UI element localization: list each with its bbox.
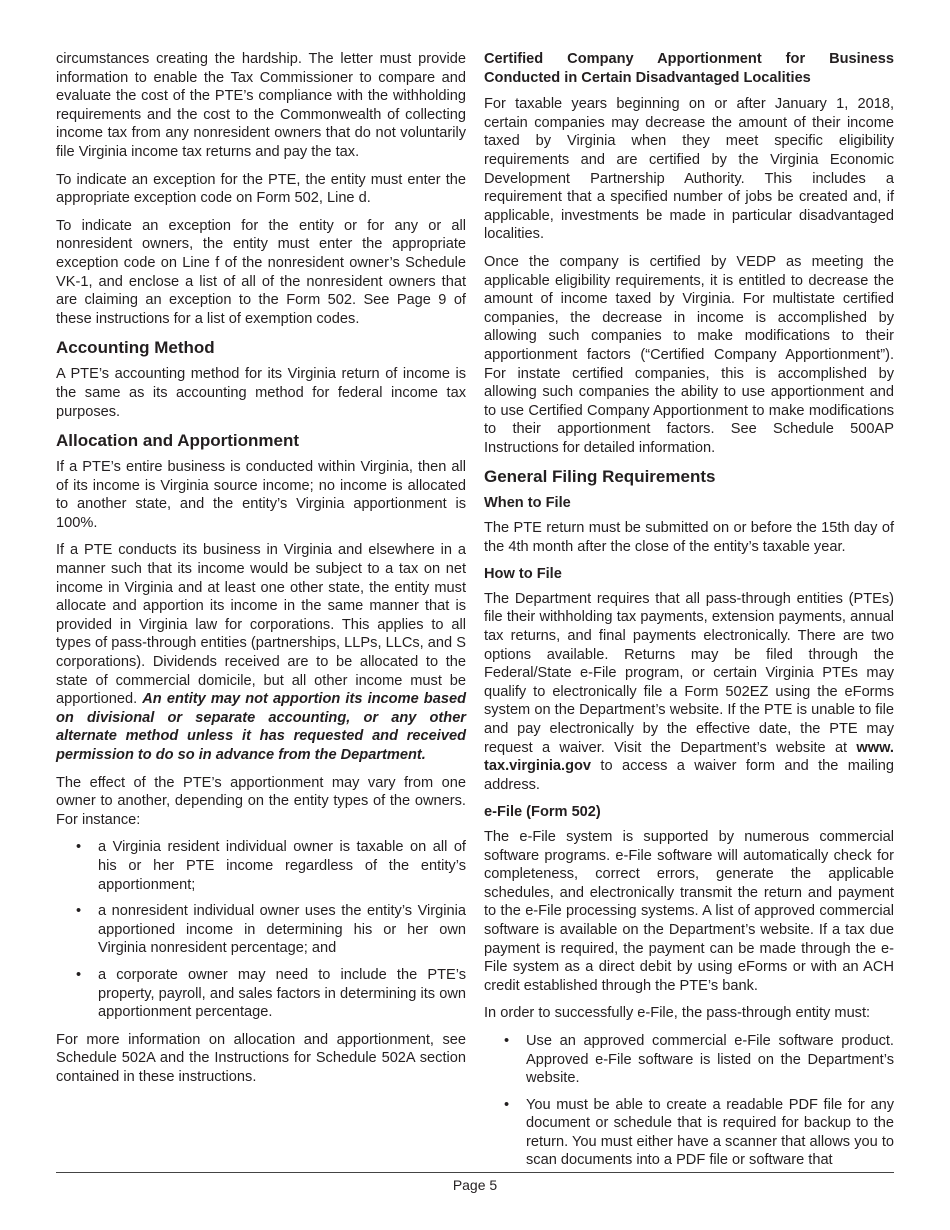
heading-allocation-apportionment: Allocation and Apportionment (56, 431, 300, 451)
heading-general-filing: General Filing Requirements (484, 467, 716, 487)
list-item (56, 838, 466, 894)
list-item-text: You must be able to create a readable PDF file for any document or schedule that is required for backup to the return. You must either have a scanner that allows you to scan documents into a PDF file or software that (526, 1096, 894, 1169)
paragraph-certified-intro: For taxable years beginning on or after January 1, 2018, certain companies may decrease the amount of their income taxed by Virginia when they meet specific eligibility requirements and are certified by the Virginia Economic Development Partnership Authority. This includes a requirement that a specified number of jobs be created and, if applicable, investments be made in particular disadvantaged localities. (484, 96, 894, 243)
heading-how-to-file: How to File (484, 566, 562, 583)
list-item (56, 966, 466, 1022)
paragraph-efile-system: The e-File system is supported by numerous commercial software programs. e-File software will automatically check for completeness, correct errors, generate the applicable schedules, and electronically transmit the return and payment to the e-File processing systems. A list of approved commercial software is available on the Department’s website. If a tax due payment is required, the payment can be made through the e-File system as a direct debit by using eForms or with an ACH credit established through the PTE’s bank. (484, 828, 894, 994)
list-item-text: a Virginia resident individual owner is taxable on all of his or her PTE income regardless of the entity’s apportionment; (98, 839, 466, 893)
list-item-text: Use an approved commercial e-File software product. Approved e-File software is listed on the Department’s website. (526, 1032, 894, 1087)
page-number: Page 5 (452, 1177, 498, 1193)
bullet-icon: • (76, 903, 82, 920)
paragraph-hardship-continued: circumstances creating the hardship. The letter must provide information to enable the Tax Commissioner to compare and evaluate the cost of the PTE’s compliance with the withholding requirements and the cost to the Commonwealth of collecting income tax from any nonresident owners that do not voluntarily file Virginia income tax returns and pay the tax. (56, 51, 466, 160)
paragraph-apportionment-effect: The effect of the PTE’s apportionment may vary from one owner to another, depending on the entity types of the owners. For instance: (56, 774, 466, 828)
multistate-text: If a PTE conducts its business in Virginia and elsewhere in a manner such that its income would be subject to a tax on net income in Virginia and at least one other state, the entity must allocate and apportion its income in the same manner that is provided in Virginia law for corporations. This applies to all types of pass-through entities (partnerships, LLPs, LLCs, and S corporations). Dividends received are to be allocated to the state of commercial domicile, but all other income must be apportioned. (56, 542, 466, 708)
apportion-warning: An entity may not apportion its income based on divisional or separate accounting, or any other alternate method unless it has requested and received permission to do so in advance from the Department. (56, 691, 466, 763)
website-link[interactable]: www. tax.virginia.gov (484, 739, 894, 775)
heading-certified-company: Certified Company Apportionment for Business Conducted in Certain Disadvantaged Localities (484, 51, 894, 86)
bullet-icon: • (504, 1032, 510, 1049)
list-item-text: a nonresident individual owner uses the entity’s Virginia apportioned income in determining his or her own Virginia nonresident percentage; and (98, 903, 466, 957)
footer-rule (56, 1172, 894, 1173)
list-item (484, 1032, 894, 1088)
list-item (484, 1096, 894, 1170)
efile-requirements-list (484, 1032, 894, 1170)
paragraph-owner-exception: To indicate an exception for the entity or for any or all nonresident owners, the entity must enter the appropriate exception code on Line f of the nonresident owner’s Schedule VK-1, and enclose a list of all of the nonresident owners that are claiming an exception to the Form 502. See Page 9 of these instructions for a list of exemption codes. (56, 217, 466, 327)
paragraph-pte-exception: To indicate an exception for the PTE, the entity must enter the appropriate exception code on Form 502, Line d. (56, 171, 466, 207)
heading-accounting-method: Accounting Method (56, 338, 215, 358)
heading-when-to-file: When to File (484, 495, 571, 512)
bullet-icon: • (76, 839, 82, 856)
heading-efile: e-File (Form 502) (484, 804, 601, 821)
paragraph-how-to-file (484, 590, 894, 795)
how-to-file-text-end: to access a waiver form and the mailing address. (484, 758, 894, 793)
bullet-icon: • (76, 966, 82, 983)
how-to-file-text: The Department requires that all pass-through entities (PTEs) file their withholding tax payments, extension payments, annual tax returns, and final payments electronically. There are two options available. Returns may be filed through the Federal/State e-File program, or certain Virginia PTEs may qualify to electronically file a Form 502EZ using the eForms system on the Department’s website. If the PTE is unable to file and pay electronically by the effective date, the PTE may request a waiver. Visit the Department’s website at (484, 590, 894, 756)
list-item-text: a corporate owner may need to include the PTE’s property, payroll, and sales factors in determining its own apportionment percentage. (98, 966, 466, 1021)
paragraph-vedp: Once the company is certified by VEDP as meeting the applicable eligibility requirements, it is entitled to decrease the amount of income taxed by Virginia. For multistate certified companies, the decrease in income is accomplished by allowing such companies to make modifications to their apportionment factors (“Certified Company Apportionment”). For instate certified companies, this is accomplished by allowing such companies the ability to use apportionment and to use Certified Company Apportionment to make modifications to their apportionment factors. See Schedule 500AP Instructions for detailed information. (484, 253, 894, 456)
paragraph-efile-requirements: In order to successfully e-File, the pass-through entity must: (484, 1005, 871, 1022)
paragraph-multistate-business (56, 541, 466, 764)
left-column (56, 50, 466, 1096)
paragraph-entire-business: If a PTE’s entire business is conducted within Virginia, then all of its income is Virginia source income; no income is allocated to another state, and the entity’s Virginia apportionment is 100%. (56, 459, 466, 531)
bullet-icon: • (504, 1096, 510, 1113)
paragraph-when-to-file: The PTE return must be submitted on or before the 15th day of the 4th month after the close of the entity’s taxable year. (484, 520, 894, 555)
paragraph-accounting-method: A PTE’s accounting method for its Virginia return of income is the same as its accounting method for federal income tax purposes. (56, 366, 466, 420)
list-item (56, 902, 466, 958)
paragraph-more-information: For more information on allocation and apportionment, see Schedule 502A and the Instructions for Schedule 502A section contained in these instructions. (56, 1031, 466, 1085)
owner-effects-list (56, 838, 466, 1021)
right-column (484, 50, 894, 1179)
